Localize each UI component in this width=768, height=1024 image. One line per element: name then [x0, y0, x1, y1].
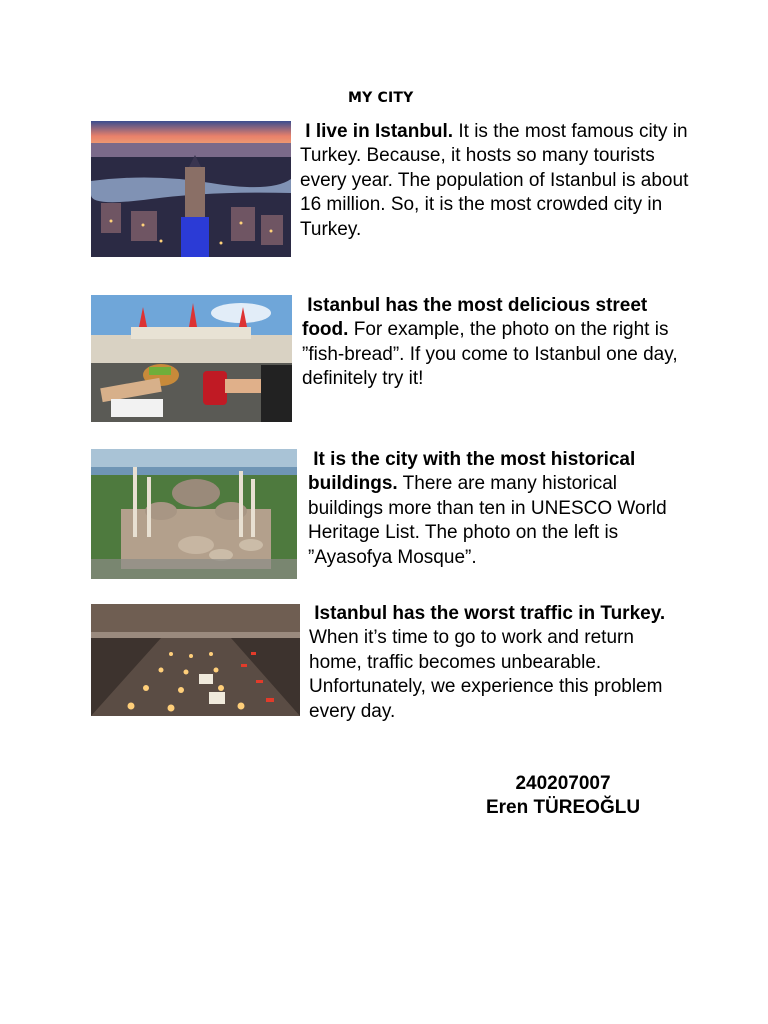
student-number: 240207007: [515, 773, 611, 794]
section-2-heading: Istanbul has the most delicious street food.: [302, 295, 648, 341]
section-1-heading: I live in Istanbul.: [305, 121, 454, 142]
section-2-text: [302, 294, 682, 392]
traffic-photo: [91, 604, 300, 716]
section-3-text: [308, 448, 688, 570]
section-1-text: [300, 120, 690, 242]
section-2-body: For example, the photo on the right is ”fish-bread”. If you come to Istanbul one day, definitely try it!: [302, 319, 678, 390]
city-panorama-photo: [91, 121, 291, 257]
section-3-body: There are many historical buildings more than ten in UNESCO World Heritage List. The photo on the left is ”Ayasofya Mosque”.: [308, 473, 667, 568]
section-3-heading: It is the city with the most historical buildings.: [308, 449, 636, 495]
author-name: Eren TÜREOĞLU: [485, 797, 641, 818]
mosque-photo: [91, 449, 297, 579]
page-title: MY CITY: [348, 90, 414, 106]
section-4-heading: Istanbul has the worst traffic in Turkey.: [314, 603, 666, 624]
section-4-text: [309, 602, 669, 724]
street-food-photo: [91, 295, 292, 422]
section-1-body: It is the most famous city in Turkey. Because, it hosts so many tourists every year. The population of Istanbul is about 16 million. So, it is the most crowded city in Turkey.: [300, 121, 689, 240]
section-4-body: When it’s time to go to work and return home, traffic becomes unbearable. Unfortunately, we experience this problem every day.: [309, 627, 663, 722]
signature: [470, 772, 656, 820]
